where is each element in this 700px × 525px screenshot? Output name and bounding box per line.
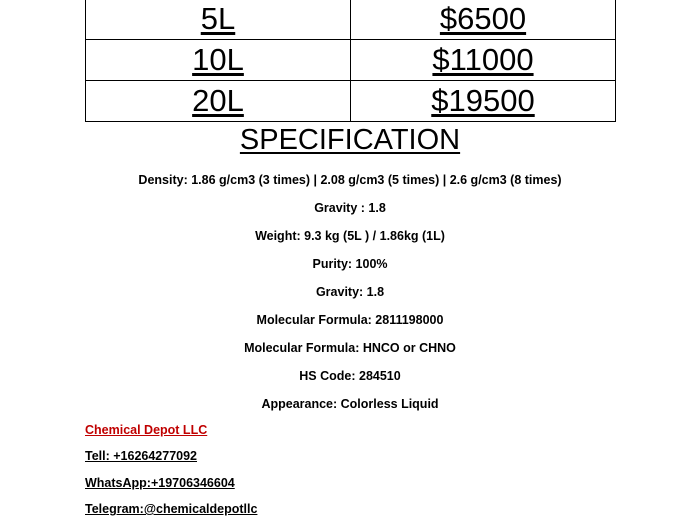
spec-molecular-formula: Molecular Formula: HNCO or CHNO — [244, 341, 456, 355]
table-row — [86, 0, 616, 40]
spec-purity: Purity: 100% — [312, 257, 388, 271]
phone-link[interactable]: Tell: +16264277092 — [85, 449, 198, 463]
spec-weight: Weight: 9.3 kg (5L ) / 1.86kg (1L) — [255, 229, 445, 243]
table-row — [86, 81, 616, 122]
size-cell: 10L — [86, 40, 351, 81]
company-link[interactable]: Chemical Depot LLC — [85, 423, 208, 437]
specification-list — [0, 170, 700, 422]
spec-gravity-repeat: Gravity: 1.8 — [315, 285, 385, 299]
spec-density: Density: 1.86 g/cm3 (3 times) | 2.08 g/cm3 (5 times) | 2.6 g/cm3 (8 times) — [138, 173, 562, 187]
spec-appearance: Appearance: Colorless Liquid — [261, 397, 439, 411]
table-row — [86, 40, 616, 81]
size-cell: 5L — [86, 0, 351, 40]
whatsapp-link[interactable]: WhatsApp:+19706346604 — [85, 476, 235, 490]
spec-hs-code: HS Code: 284510 — [299, 369, 401, 383]
price-cell: $19500 — [351, 81, 616, 122]
specification-heading: SPECIFICATION — [239, 124, 461, 156]
telegram-link[interactable]: Telegram:@chemicaldepotllc — [85, 502, 258, 516]
spec-molecular-formula-number: Molecular Formula: 2811198000 — [256, 313, 444, 327]
price-cell: $6500 — [351, 0, 616, 40]
size-cell: 20L — [86, 81, 351, 122]
price-table — [85, 0, 616, 122]
price-cell: $11000 — [351, 40, 616, 81]
spec-gravity: Gravity : 1.8 — [314, 201, 386, 215]
